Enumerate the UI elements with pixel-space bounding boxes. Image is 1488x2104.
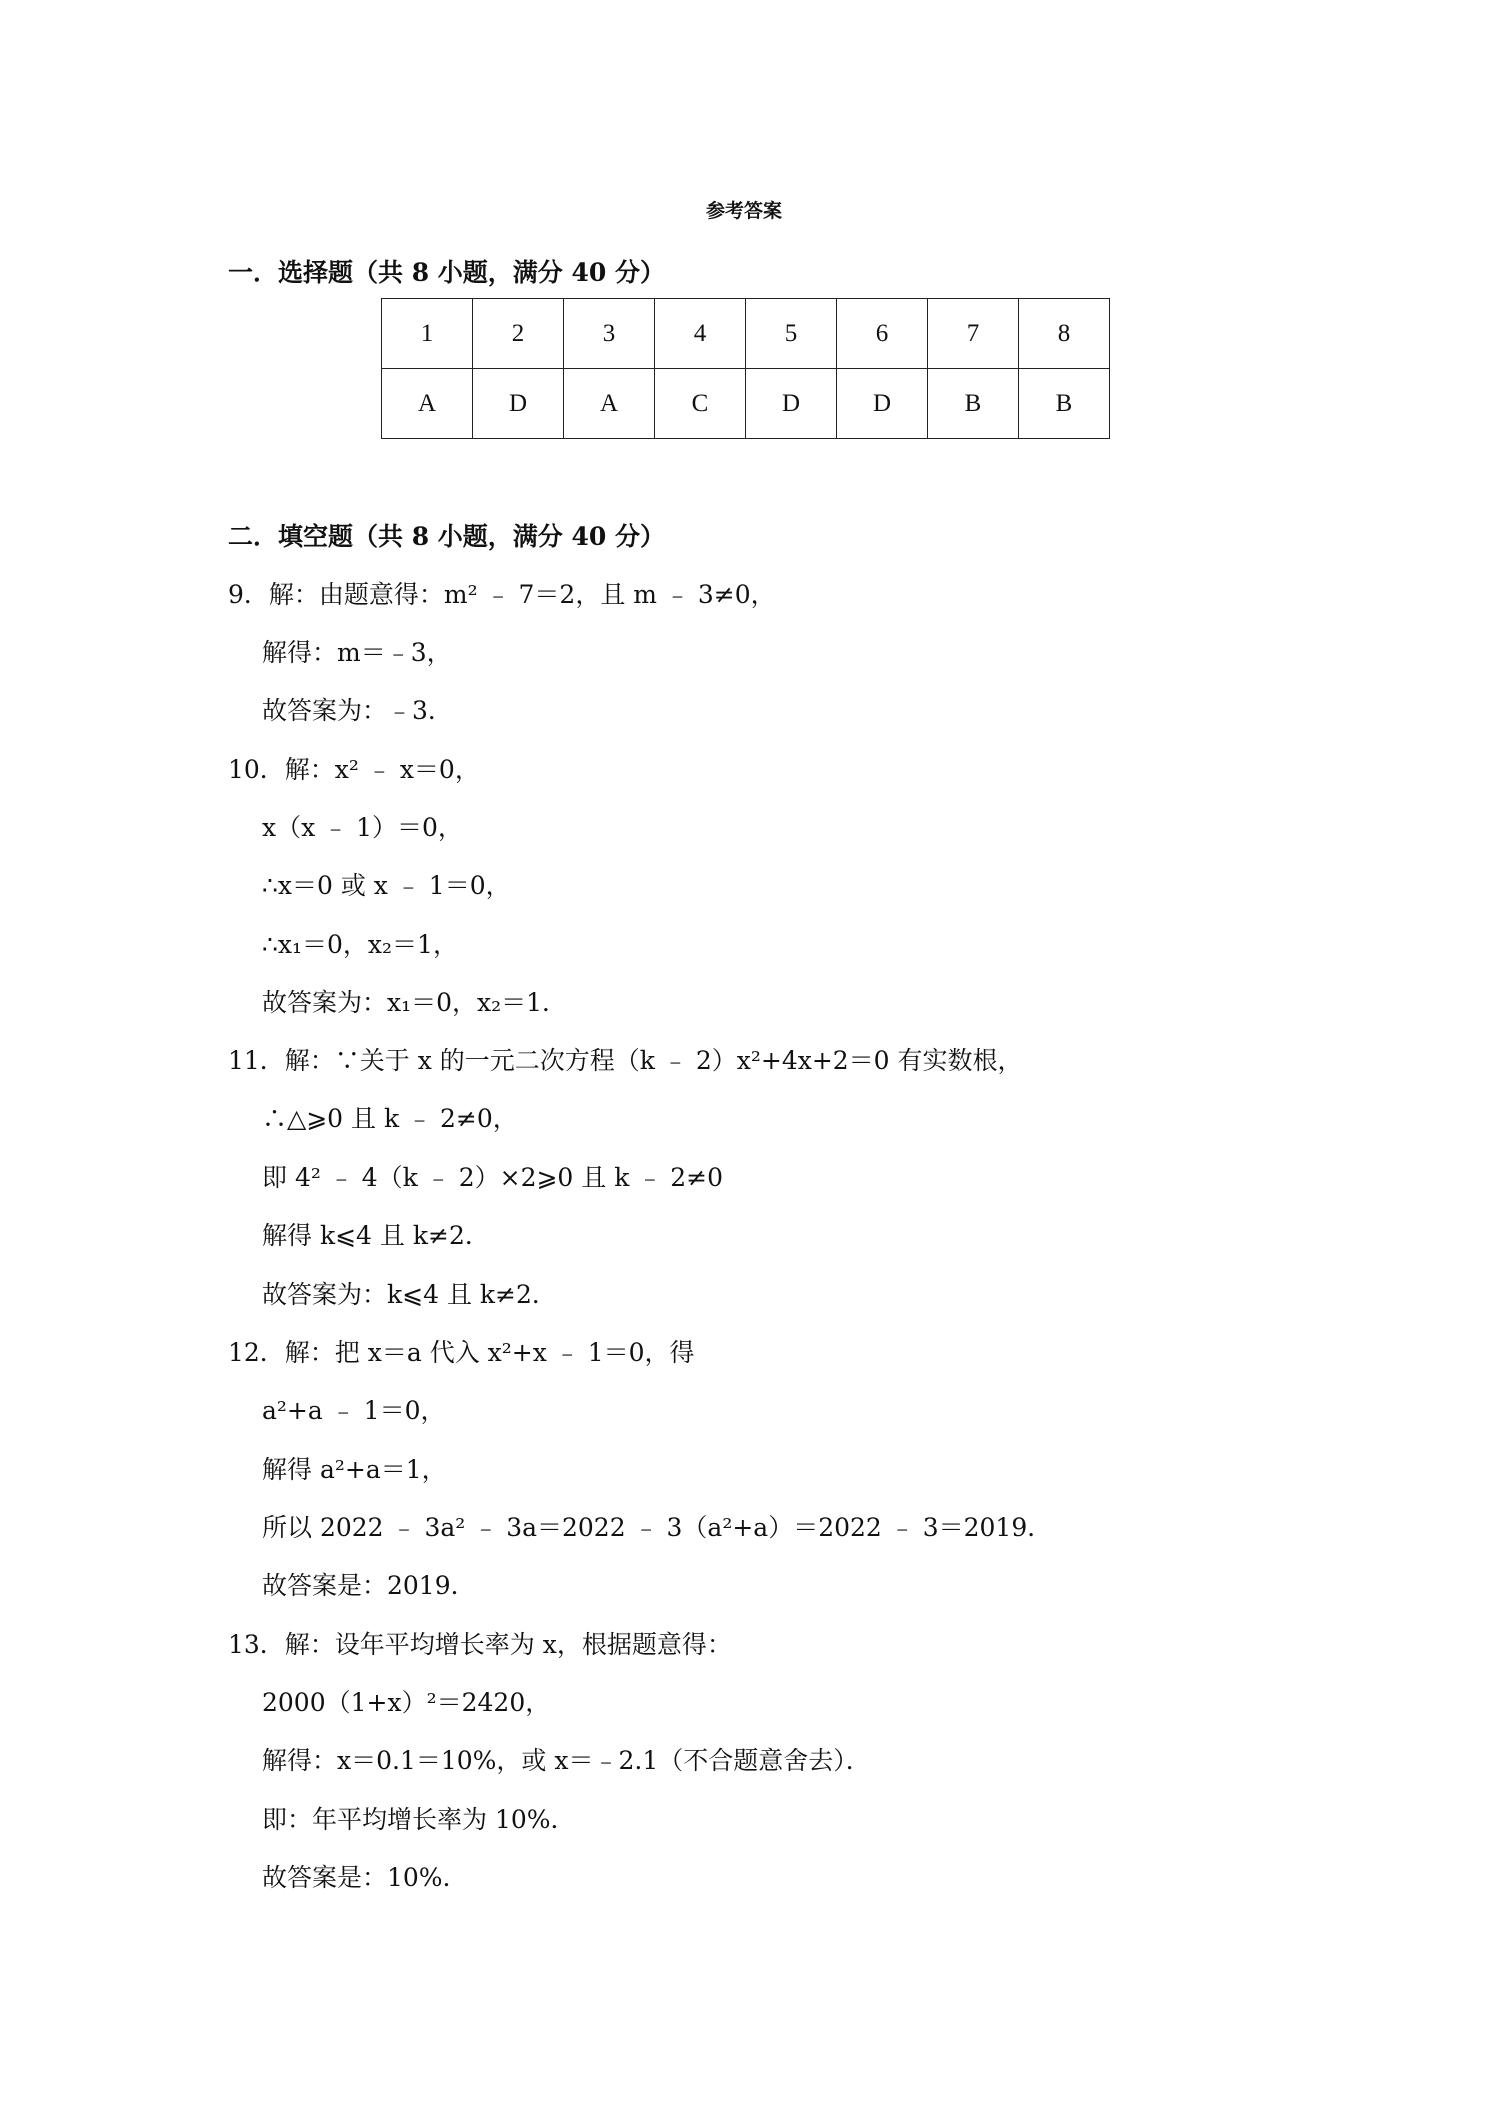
page-title: 参考答案 [705, 200, 782, 222]
section-heading-multiple-choice: 一．选择题（共 8 小题，满分 40 分） [228, 258, 666, 287]
answer-cell: A [382, 369, 473, 439]
section-heading-fill-in-blank: 二．填空题（共 8 小题，满分 40 分） [228, 522, 666, 551]
solution-line: 解得 k⩽4 且 k≠2． [262, 1221, 490, 1250]
solution-line: 即 4² ﹣ 4（k ﹣ 2）×2⩾0 且 k ﹣ 2≠0 [262, 1163, 724, 1192]
question-number-cell: 3 [564, 299, 655, 369]
solution-line: 即：年平均增长率为 10%． [262, 1805, 576, 1834]
solution-line: 故答案是：10%． [262, 1863, 468, 1892]
solution-line: 故答案为：﹣3． [262, 696, 453, 725]
question-number-cell: 4 [655, 299, 746, 369]
solution-line: 故答案是：2019． [262, 1571, 476, 1600]
solution-line: x（x ﹣ 1）＝0， [262, 813, 463, 842]
solution-line: 故答案为：k⩽4 且 k≠2． [262, 1280, 557, 1309]
solution-line: ∴△⩾0 且 k ﹣ 2≠0， [262, 1104, 518, 1133]
question-number-cell: 1 [382, 299, 473, 369]
solution-line-q10: 10．解：x² ﹣ x＝0， [228, 755, 480, 784]
solution-line: a²+a ﹣ 1＝0， [262, 1396, 446, 1425]
question-number-cell: 8 [1019, 299, 1110, 369]
answer-cell: C [655, 369, 746, 439]
solution-line-q9: 9．解：由题意得：m² ﹣ 7＝2，且 m ﹣ 3≠0， [228, 580, 776, 609]
solution-line: 解得：m＝﹣3， [262, 638, 452, 667]
solution-line-q11: 11．解：∵关于 x 的一元二次方程（k ﹣ 2）x²+4x+2＝0 有实数根， [228, 1046, 1023, 1075]
answer-table [381, 298, 1110, 439]
answer-cell: D [746, 369, 837, 439]
answer-cell: A [564, 369, 655, 439]
answer-cell: D [837, 369, 928, 439]
solution-line: ∴x＝0 或 x ﹣ 1＝0， [262, 871, 511, 900]
question-number-cell: 2 [473, 299, 564, 369]
answer-table-answer-row [382, 369, 1110, 439]
question-number-cell: 7 [928, 299, 1019, 369]
answer-cell: B [1019, 369, 1110, 439]
solution-line: 2000（1+x）²＝2420， [262, 1688, 551, 1717]
answer-table-number-row [382, 299, 1110, 369]
answer-cell: D [473, 369, 564, 439]
solution-line: 解得 a²+a＝1， [262, 1455, 447, 1484]
answer-cell: B [928, 369, 1019, 439]
solution-line-q13: 13．解：设年平均增长率为 x，根据题意得： [228, 1630, 732, 1659]
solution-line: ∴x₁＝0，x₂＝1， [262, 930, 458, 959]
solution-line: 解得：x＝0.1＝10%，或 x＝﹣2.1（不合题意舍去）． [262, 1746, 871, 1775]
solution-line: 故答案为：x₁＝0，x₂＝1． [262, 988, 568, 1017]
solution-line-q12: 12．解：把 x＝a 代入 x²+x ﹣ 1＝0，得 [228, 1338, 695, 1367]
question-number-cell: 5 [746, 299, 837, 369]
question-number-cell: 6 [837, 299, 928, 369]
solution-line: 所以 2022 ﹣ 3a² ﹣ 3a＝2022 ﹣ 3（a²+a）＝2022 ﹣ 3＝2019． [262, 1513, 1053, 1542]
